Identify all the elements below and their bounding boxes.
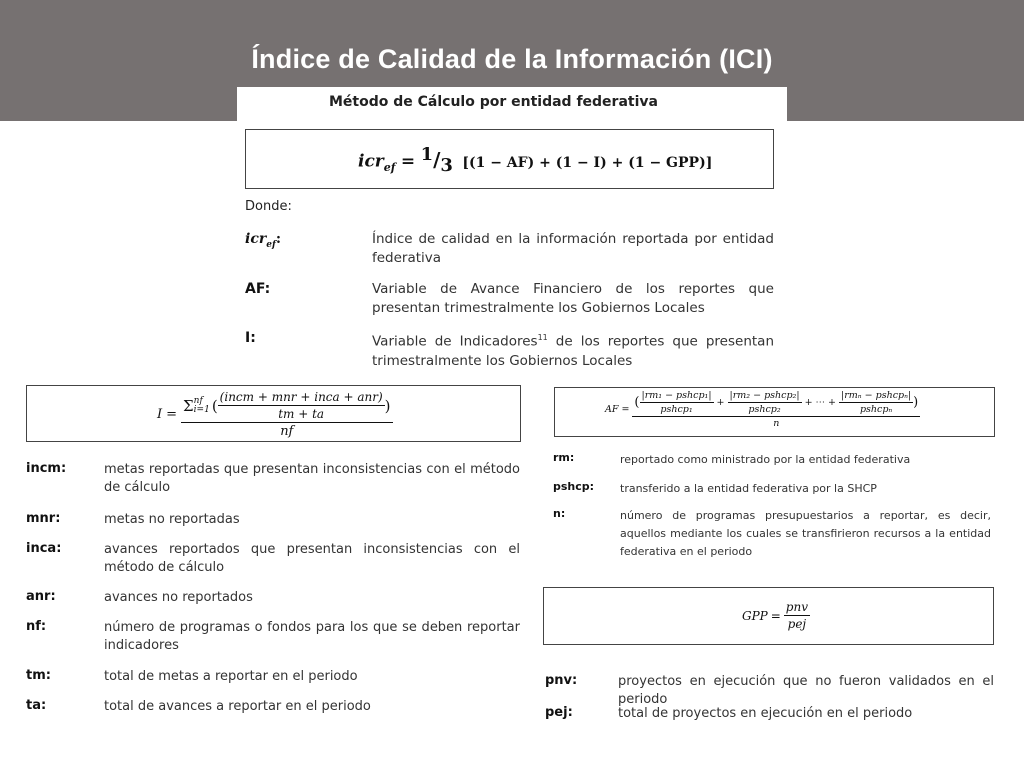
- sum-symbol: Σ: [183, 396, 194, 415]
- formula-i-box: [26, 385, 521, 442]
- def-term-i: I:: [245, 330, 256, 346]
- formula-i: [157, 390, 393, 439]
- def-icr-symbol: icr: [245, 231, 267, 247]
- af-denominator: n: [773, 418, 780, 429]
- def-desc-i-part2: de los reportes que presentan trimestralmente los Gobiernos Locales: [372, 333, 774, 369]
- af-term-2: [728, 390, 802, 415]
- icr-subscript: ef: [383, 161, 396, 175]
- i-open-paren: (: [211, 396, 218, 415]
- sum-lower: i=1: [193, 404, 210, 415]
- i-inner-num: (incm + mnr + inca + anr): [219, 390, 383, 404]
- af-dots: + ⋯ +: [804, 397, 837, 408]
- icr-equals: =: [400, 151, 416, 172]
- def-desc-nf: número de programas o fondos para los que se deben reportar indicadores: [104, 620, 520, 653]
- gpp-numerator: pnv: [785, 600, 808, 614]
- formula-icr-box: [245, 129, 774, 189]
- gpp-lhs: GPP: [742, 608, 768, 623]
- def-term-n: n:: [553, 507, 566, 520]
- def-desc-pnv: proyectos en ejecución que no fueron validados en el periodo: [618, 674, 994, 707]
- af-numerator: [632, 390, 920, 417]
- def-term-nf: nf:: [26, 619, 47, 634]
- i-inner-fraction: [218, 390, 385, 421]
- formula-icr: $icr_{ef} = ^1/_3$ [(1 − AF) + (1 − I) + (1 − GPP)]: [358, 144, 713, 177]
- icr-one: 1: [420, 144, 434, 165]
- af-term-2-num: |rm₂ − pshcp₂|: [729, 390, 800, 401]
- i-denominator: nf: [280, 424, 294, 439]
- icr-body: [(1 − AF) + (1 − I) + (1 − GPP)]: [462, 154, 713, 171]
- af-term-1: [640, 390, 714, 415]
- def-term-tm: tm:: [26, 668, 51, 683]
- gpp-equals: =: [770, 608, 781, 623]
- def-desc-ta: total de avances a reportar en el periodo: [104, 699, 371, 714]
- af-term-n-den: pshcpₙ: [859, 404, 893, 415]
- af-term-1-den: pshcp₁: [660, 404, 693, 415]
- af-term-n: [839, 390, 913, 415]
- gpp-denominator: pej: [787, 617, 807, 631]
- af-plus: +: [716, 397, 725, 408]
- def-desc-i-part1: Variable de Indicadores: [372, 333, 538, 350]
- i-lhs: I: [157, 407, 163, 422]
- def-term-mnr: mnr:: [26, 511, 61, 526]
- def-desc-inca: avances reportados que presentan inconsistencias con el método de cálculo: [104, 542, 520, 575]
- def-desc-incm: metas reportadas que presentan inconsistencias con el método de cálculo: [104, 462, 520, 495]
- def-icr-colon: :: [275, 231, 281, 247]
- def-term-icr: [245, 231, 281, 250]
- i-inner-den: tm + ta: [278, 407, 325, 421]
- def-term-rm: rm:: [553, 451, 575, 464]
- def-desc-icr: Índice de calidad en la información reportada por entidad federativa: [372, 231, 774, 266]
- i-numerator: [181, 390, 392, 423]
- def-desc-mnr: metas no reportadas: [104, 512, 240, 527]
- formula-af-box: [554, 387, 995, 437]
- def-desc-pej: total de proyectos en ejecución en el periodo: [618, 706, 913, 721]
- def-desc-tm: total de metas a reportar en el periodo: [104, 669, 358, 684]
- def-icr-sub: ef: [266, 239, 276, 250]
- donde-label: Donde:: [245, 199, 292, 214]
- icr-symbol: icr: [358, 151, 384, 172]
- i-main-fraction: [181, 390, 392, 439]
- def-term-incm: incm:: [26, 461, 67, 476]
- def-desc-i: [372, 328, 774, 371]
- def-term-pnv: pnv:: [545, 673, 578, 688]
- formula-gpp: [742, 600, 810, 631]
- af-close-paren: ): [913, 395, 919, 410]
- def-desc-pshcp: transferido a la entidad federativa por la SHCP: [620, 482, 877, 495]
- af-term-1-num: |rm₁ − pshcp₁|: [641, 390, 712, 401]
- i-equals: =: [166, 407, 178, 422]
- icr-three: 3: [440, 155, 453, 177]
- formula-gpp-box: [543, 587, 994, 645]
- af-term-n-num: |rmₙ − pshcpₙ|: [841, 390, 912, 401]
- af-equals: =: [621, 404, 630, 415]
- footnote-marker: 11: [537, 333, 548, 342]
- i-close-paren: ): [384, 396, 391, 415]
- def-desc-rm: reportado como ministrado por la entidad federativa: [620, 453, 911, 466]
- method-card: [237, 87, 787, 127]
- af-main-fraction: [632, 390, 920, 429]
- def-term-pej: pej:: [545, 705, 573, 720]
- gpp-fraction: [784, 600, 810, 631]
- af-open-paren: (: [634, 395, 640, 410]
- af-lhs: AF: [605, 404, 619, 415]
- def-desc-af: Variable de Avance Financiero de los reportes que presentan trimestralmente los Gobiernos Locales: [372, 281, 774, 316]
- def-term-pshcp: pshcp:: [553, 480, 595, 493]
- def-desc-n: número de programas presupuestarios a reportar, es decir, aquellos mediante los cuales se transfirieron recursos a la entidad federativa en el periodo: [620, 509, 991, 558]
- card-title: Método de Cálculo por entidad federativa: [329, 94, 658, 110]
- def-term-ta: ta:: [26, 698, 47, 713]
- page-title: Índice de Calidad de la Información (ICI): [251, 44, 773, 74]
- af-term-2-den: pshcp₂: [748, 404, 781, 415]
- def-term-anr: anr:: [26, 589, 56, 604]
- def-term-inca: inca:: [26, 541, 62, 556]
- formula-af: [605, 390, 920, 429]
- sum-upper: nf: [193, 395, 203, 406]
- def-desc-anr: avances no reportados: [104, 590, 253, 605]
- def-term-af: AF:: [245, 281, 271, 297]
